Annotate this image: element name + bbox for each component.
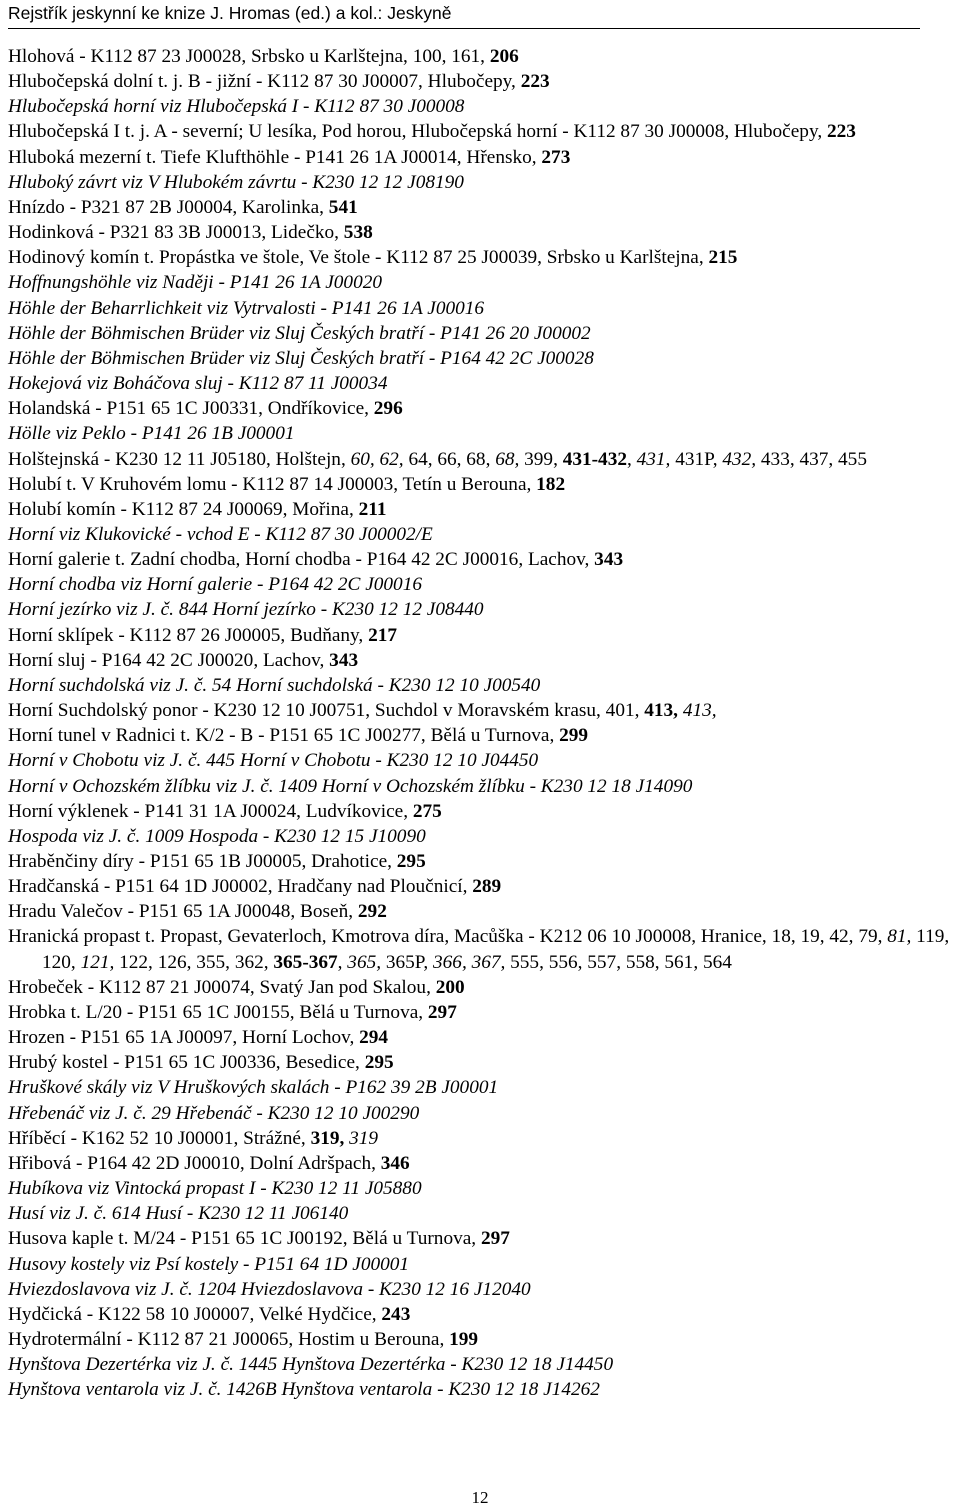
index-entry — [8, 774, 958, 799]
entry-segment: 366, 367, — [433, 951, 506, 973]
entry-segment: Horní chodba viz Horní galerie - P164 42 2C J00016 — [8, 574, 422, 596]
entry-segment: Höhle der Böhmischen Brüder viz Sluj Českých bratří - P164 42 2C J00028 — [8, 347, 594, 369]
index-entry — [8, 824, 958, 849]
index-entry — [8, 723, 958, 748]
entry-segment: 81, — [887, 926, 912, 948]
entry-segment: 365-367 — [273, 951, 338, 973]
entry-segment: , — [626, 448, 637, 470]
index-entry — [8, 874, 958, 899]
index-entry — [8, 975, 958, 1000]
entry-segment: Höhle der Böhmischen Brüder viz Sluj Českých bratří - P141 26 20 J00002 — [8, 322, 591, 344]
index-entry — [8, 849, 958, 874]
index-entry — [8, 698, 958, 723]
index-entry — [8, 396, 958, 421]
entry-segment: Holandská - P151 65 1C J00331, Ondříkovice, — [8, 398, 374, 420]
index-entry — [8, 648, 958, 673]
entry-segment: Husí viz J. č. 614 Husí - K230 12 11 J06140 — [8, 1203, 349, 1225]
index-entry — [8, 195, 958, 220]
index-entry — [8, 145, 958, 170]
entry-segment: 319 — [349, 1127, 379, 1149]
index-entry — [8, 572, 958, 597]
entry-segment: 294 — [359, 1027, 389, 1049]
entry-segment: 365P, — [381, 951, 434, 973]
index-entry — [8, 597, 958, 622]
index-entry — [8, 245, 958, 270]
entry-segment: Horní v Chobotu viz J. č. 445 Horní v Chobotu - K230 12 10 J04450 — [8, 750, 539, 772]
index-entry — [8, 497, 958, 522]
entry-segment: Hranická propast t. Propast, Gevaterloch, Kmotrova díra, Macůška - K212 06 10 J00008, Hranice, 18, 19, 42, 79, — [8, 926, 888, 948]
entry-segment: 541 — [328, 196, 358, 218]
entry-segment: Hydčická - K122 58 10 J00007, Velké Hydčice, — [8, 1303, 382, 1325]
index-entry — [8, 69, 958, 94]
entry-segment: Hodinový komín t. Propástka ve štole, Ve štole - K112 87 25 J00039, Srbsko u Karlštejna, — [8, 247, 709, 269]
index-entry — [8, 673, 958, 698]
entry-segment: 199 — [449, 1328, 479, 1350]
entry-segment: 122, 126, 355, 362, — [114, 951, 274, 973]
entry-segment: 432, — [722, 448, 757, 470]
entry-segment: Hlohová - K112 87 23 J00028, Srbsko u Karlštejna, 100, 161, — [8, 46, 490, 67]
entry-segment: Hlubočepská horní viz Hlubočepská I - K112 87 30 J00008 — [8, 96, 465, 118]
entry-segment: Hölle viz Peklo - P141 26 1B J00001 — [8, 423, 295, 445]
index-entry — [8, 1352, 958, 1377]
index-entry — [8, 1201, 958, 1226]
entry-segment: Horní v Ochozském žlíbku viz J. č. 1409 Horní v Ochozském žlíbku - K230 12 18 J14090 — [8, 775, 693, 797]
entry-segment: 297 — [480, 1228, 510, 1250]
header-title: Rejstřík jeskynní ke knize J. Hromas (ed.) a kol.: Jeskyně — [8, 3, 452, 23]
entry-segment: Horní výklenek - P141 31 1A J00024, Ludvíkovice, — [8, 800, 413, 822]
entry-segment: Hynštova ventarola viz J. č. 1426B Hynštova ventarola - K230 12 18 J14262 — [8, 1379, 600, 1401]
entry-segment: 343 — [329, 649, 359, 671]
index-entry — [8, 1025, 958, 1050]
entry-segment: 296 — [373, 398, 403, 420]
entry-segment: Hlubočepská dolní t. j. B - jižní - K112 87 30 J00007, Hlubočepy, — [8, 71, 521, 93]
entry-segment: 206 — [489, 46, 519, 67]
entry-segment: Hrozen - P151 65 1A J00097, Horní Lochov, — [8, 1027, 360, 1049]
entry-segment: 243 — [381, 1303, 411, 1325]
index-entry — [8, 1252, 958, 1277]
index-entry — [8, 170, 958, 195]
page-header — [8, 2, 920, 29]
entry-segment: Horní Suchdolský ponor - K230 12 10 J00751, Suchdol v Moravském krasu, 401, — [8, 700, 645, 722]
entry-segment: Hřibová - P164 42 2D J00010, Dolní Adršpach, — [8, 1152, 381, 1174]
index-entry-list — [8, 44, 958, 1402]
index-entry — [8, 1101, 958, 1126]
index-entry — [8, 270, 958, 295]
entry-segment: 555, 556, 557, 558, 561, 564 — [505, 951, 732, 973]
entry-segment: 211 — [358, 498, 387, 520]
entry-segment: 413, — [682, 700, 717, 722]
entry-segment: 538 — [343, 222, 373, 244]
entry-segment: Holštejnská - K230 12 11 J05180, Holštejn, — [8, 448, 351, 470]
entry-segment: 223 — [826, 121, 856, 143]
entry-segment: Hrobeček - K112 87 21 J00074, Svatý Jan pod Skalou, — [8, 976, 436, 998]
entry-segment: Hříběcí - K162 52 10 J00001, Strážné, — [8, 1127, 311, 1149]
entry-segment: 292 — [357, 901, 387, 923]
entry-segment: 223 — [520, 71, 550, 93]
entry-segment: 413, — [644, 700, 678, 722]
entry-segment: Hlubočepská I t. j. A - severní; U lesíka, Pod horou, Hlubočepská horní - K112 87 30 J00008, Hlubočepy, — [8, 121, 827, 143]
entry-segment: 119, 120, — [42, 926, 950, 973]
entry-segment: Höhle der Beharrlichkeit viz Vytrvalosti - P141 26 1A J00016 — [8, 297, 485, 319]
index-entry — [8, 447, 958, 472]
index-entry — [8, 1327, 958, 1352]
entry-segment: Hluboký závrt viz V Hlubokém závrtu - K230 12 12 J08190 — [8, 171, 464, 193]
entry-segment: Hviezdoslavova viz J. č. 1204 Hviezdoslavova - K230 12 16 J12040 — [8, 1278, 531, 1300]
index-entry — [8, 296, 958, 321]
entry-segment: Hrobka t. L/20 - P151 65 1C J00155, Bělá u Turnova, — [8, 1001, 428, 1023]
entry-segment: 319, — [310, 1127, 345, 1149]
entry-segment: 182 — [536, 473, 566, 495]
index-entry — [8, 1226, 958, 1251]
entry-segment: 215 — [708, 247, 738, 269]
entry-segment: Holubí komín - K112 87 24 J00069, Mořina, — [8, 498, 359, 520]
entry-segment: Hluboká mezerní t. Tiefe Klufthöhle - P141 26 1A J00014, Hřensko, — [8, 146, 542, 168]
entry-segment: 431P, — [670, 448, 723, 470]
page-number: 12 — [471, 1488, 489, 1507]
index-entry — [8, 421, 958, 446]
index-entry — [8, 547, 958, 572]
entry-segment: 295 — [364, 1052, 394, 1074]
entry-segment: Hradu Valečov - P151 65 1A J00048, Boseň, — [8, 901, 358, 923]
entry-segment: Horní suchdolská viz J. č. 54 Horní suchdolská - K230 12 10 J00540 — [8, 674, 541, 696]
entry-segment: 275 — [412, 800, 442, 822]
index-entry — [8, 899, 958, 924]
entry-segment: 295 — [396, 851, 426, 872]
entry-segment: Hřebenáč viz J. č. 29 Hřebenáč - K230 12 10 J00290 — [8, 1102, 420, 1124]
index-entry — [8, 321, 958, 346]
index-entry — [8, 1126, 958, 1151]
entry-segment: 289 — [472, 876, 502, 898]
index-entry — [8, 1050, 958, 1075]
index-entry — [8, 346, 958, 371]
entry-segment: 297 — [427, 1001, 457, 1023]
entry-segment: 433, 437, 455 — [756, 448, 867, 470]
entry-segment: 121, — [80, 951, 115, 973]
entry-segment: Holubí t. V Kruhovém lomu - K112 87 14 J00003, Tetín u Berouna, — [8, 473, 537, 495]
index-entry — [8, 371, 958, 396]
entry-segment: Hubíkova viz Vintocká propast I - K230 12 11 J05880 — [8, 1178, 422, 1200]
entry-segment: Horní sklípek - K112 87 26 J00005, Budňany, — [8, 624, 369, 646]
index-entry — [8, 44, 958, 69]
entry-segment: Hradčanská - P151 64 1D J00002, Hradčany nad Ploučnicí, — [8, 876, 473, 898]
entry-segment: Hynštova Dezertérka viz J. č. 1445 Hynštova Dezertérka - K230 12 18 J14450 — [8, 1354, 614, 1376]
entry-segment: Hodinková - P321 83 3B J00013, Lidečko, — [8, 222, 344, 244]
entry-segment: 299 — [559, 725, 589, 747]
entry-segment: 399, — [519, 448, 563, 470]
index-entry — [8, 1377, 958, 1402]
index-entry — [8, 220, 958, 245]
entry-segment: 431-432 — [562, 448, 627, 470]
index-entry — [8, 623, 958, 648]
entry-segment: 273 — [541, 146, 571, 168]
entry-segment: 343 — [594, 549, 624, 571]
index-entry — [8, 1277, 958, 1302]
entry-segment: Horní galerie t. Zadní chodba, Horní chodba - P164 42 2C J00016, Lachov, — [8, 549, 595, 571]
entry-segment: Hnízdo - P321 87 2B J00004, Karolinka, — [8, 196, 329, 218]
entry-segment: Hoffnungshöhle viz Naději - P141 26 1A J00020 — [8, 272, 382, 294]
entry-segment: Husova kaple t. M/24 - P151 65 1C J00192, Bělá u Turnova, — [8, 1228, 481, 1250]
entry-segment: Horní tunel v Radnici t. K/2 - B - P151 65 1C J00277, Bělá u Turnova, — [8, 725, 560, 747]
entry-segment: Hospoda viz J. č. 1009 Hospoda - K230 12 15 J10090 — [8, 825, 426, 847]
entry-segment: 64, 66, 68, — [403, 448, 496, 470]
index-entry — [8, 472, 958, 497]
index-entry — [8, 1075, 958, 1100]
entry-segment: Hrubý kostel - P151 65 1C J00336, Besedice, — [8, 1052, 365, 1074]
index-entry — [8, 748, 958, 773]
entry-segment: Hruškové skály viz V Hruškových skalách - P162 39 2B J00001 — [8, 1077, 499, 1099]
entry-segment: Hokejová viz Boháčova sluj - K112 87 11 J00034 — [8, 373, 388, 395]
index-entry — [8, 1000, 958, 1025]
index-entry — [8, 94, 958, 119]
index-entry — [8, 1302, 958, 1327]
entry-segment: 68, — [495, 448, 520, 470]
entry-segment: , — [337, 951, 348, 973]
index-entry — [8, 924, 958, 974]
index-entry — [8, 522, 958, 547]
entry-segment: 217 — [368, 624, 397, 646]
entry-segment: 60, 62, — [350, 448, 404, 470]
entry-segment: 200 — [435, 976, 465, 998]
index-entry — [8, 119, 958, 144]
entry-segment: 365, — [347, 951, 382, 973]
index-entry — [8, 1151, 958, 1176]
entry-segment: Horní jezírko viz J. č. 844 Horní jezírko - K230 12 12 J08440 — [8, 599, 484, 621]
index-entry — [8, 799, 958, 824]
entry-segment: Horní sluj - P164 42 2C J00020, Lachov, — [8, 649, 330, 671]
entry-segment: Hraběnčiny díry - P151 65 1B J00005, Drahotice, — [8, 851, 397, 872]
entry-segment: Horní viz Klukovické - vchod E - K112 87 30 J00002/E — [8, 523, 433, 545]
index-entry — [8, 1176, 958, 1201]
entry-segment: Hydrotermální - K112 87 21 J00065, Hostim u Berouna, — [8, 1328, 450, 1350]
entry-segment: Husovy kostely viz Psí kostely - P151 64 1D J00001 — [8, 1253, 410, 1275]
entry-segment: 346 — [380, 1152, 410, 1174]
entry-segment: 431, — [636, 448, 671, 470]
